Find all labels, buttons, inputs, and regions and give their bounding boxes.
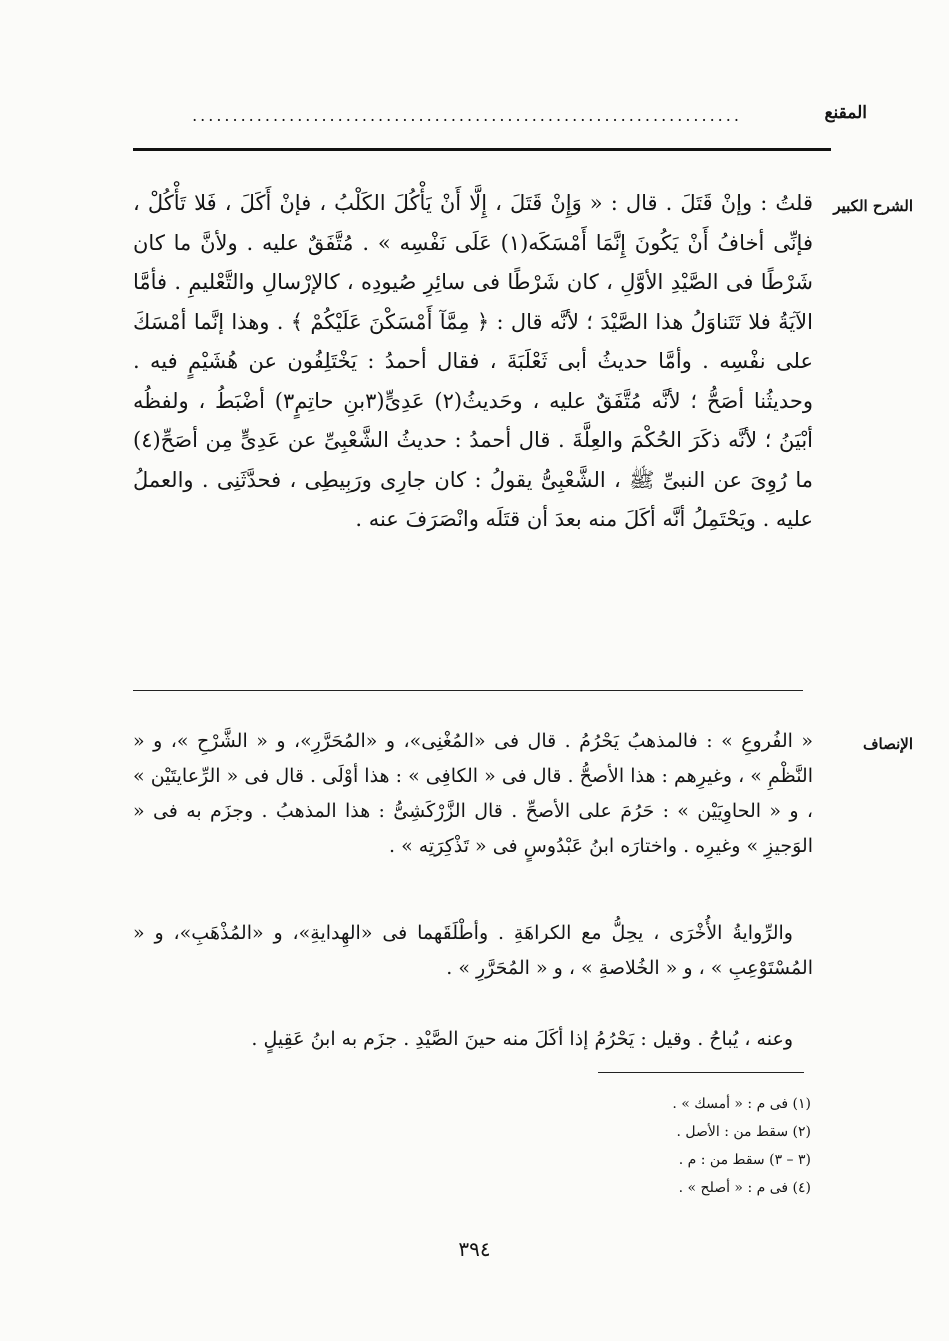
sharh-body-text: قلتُ : وإنْ قَتَلَ . قال : « وَإِنْ قَتَلَ ، إِلَّا أَنْ يَأْكُلَ الكَلْبُ ، فإنْ أَكَلَ ، فَلا تَأْكُلْ ، فإنِّى أخافُ أَنْ يَكُونَ إِنَّمَا أَمْسَكَه(١) عَلَى نَفْسِه » . مُتَّفَقٌ عليه . ولأنَّ ما كان شَرْطًا فى الصَّيْدِ الأوَّلِ ، كان شَرْطًا فى سائِرِ صُيودِه ، كالإرْسالِ والتَّعْليمِ . فأمَّا الآيَةُ فلا تَتَناوَلُ هذا الصَّيْدَ ؛ لأنَّه قال : ﴿ مِمَّآ أَمْسَكْنَ عَلَيْكُمْ ﴾ . وهذا إنَّما أمْسَكَ على نفْسِه . وأمَّا حديثُ أبى ثَعْلَبَةَ ، فقال أحمدُ : يَخْتَلِفُون عن هُشَيْمٍ فيه . وحديثُنا أصَحُّ ؛ لأنَّه مُتَّفَقٌ عليه ، وحَديثُ(٢) عَدِىٍّ(٣بنِ حاتِمٍ٣) أضْبَطُ ، ولفظُه أبْيَنُ ؛ لأنَّه ذكَرَ الحُكْمَ والعِلَّةَ . قال أحمدُ : حديثُ الشَّعْبِىِّ عن عَدِىٍّ مِن أصَحِّ(٤) ما رُوِىَ عن النبىِّ ﷺ ، الشَّعْبِىُّ يقولُ : كان جارِى ورَبِيطِى ، فحدَّثَنِى . والعملُ عليه . ويَحْتَمِلُ أنَّه أكَلَ منه بعدَ أن قتَلَه وانْصَرَفَ عنه . xyxy=(133,191,813,531)
footnote-2: (٢) سقط من : الأصل . xyxy=(676,1124,811,1140)
page-number: ٣٩٤ xyxy=(458,1237,491,1261)
footnote-rule xyxy=(598,1072,804,1073)
running-header-title: المقنع xyxy=(824,103,867,123)
insaf-paragraph-3: وعنه ، يُباحُ . وقيل : يَحْرُمُ إذا أكَلَ منه حينَ الصَّيْدِ . جزَم به ابنُ عَقِيلٍ . xyxy=(251,1028,793,1050)
header-dotted-leader: .................................................................... xyxy=(192,106,742,125)
header-rule xyxy=(133,148,831,151)
footnote-1: (١) فى م : « أمسك » . xyxy=(672,1096,811,1112)
footnotes-list xyxy=(672,1090,811,1202)
footnote-4: (٤) فى م : « أصلح » . xyxy=(678,1180,811,1196)
section-divider xyxy=(133,690,803,691)
insaf-paragraph-1: « الفُروعِ » : فالمذهبُ يَحْرُمُ . قال فى «المُغْنِى»، و «المُحَرَّرِ»، و « الشَّرْحِ »، و « النَّظْمِ » ، وغيرِهم : هذا الأصحُّ . قال فى « الكافِى » : هذا أوْلَى . قال فى « الرِّعايتَيْن » ، و « الحاوِيَيْن » : حَرُمَ على الأصحِّ . قال الزَّرْكَشِىُّ : هذا المذهبُ . وجزَم به فى « الوَجيزِ » وغيرِه . واختارَه ابنُ عَبْدُوسٍ فى « تَذْكِرَتِه » . xyxy=(133,730,813,857)
section-label-insaf: الإنصاف xyxy=(862,735,913,753)
section-label-sharh: الشرح الكبير xyxy=(833,197,913,215)
footnote-3: (٣ – ٣) سقط من : م . xyxy=(678,1152,811,1168)
insaf-paragraph-2: والرِّوايةُ الأُخْرَى ، يحِلُّ مع الكراهَةِ . وأطْلَقَهما فى «الهِدايةِ»، و «المُذْهَبِ»، و « المُسْتَوْعِبِ » ، و « الخُلاصةِ » ، و « المُحَرَّرِ » . xyxy=(133,922,813,979)
